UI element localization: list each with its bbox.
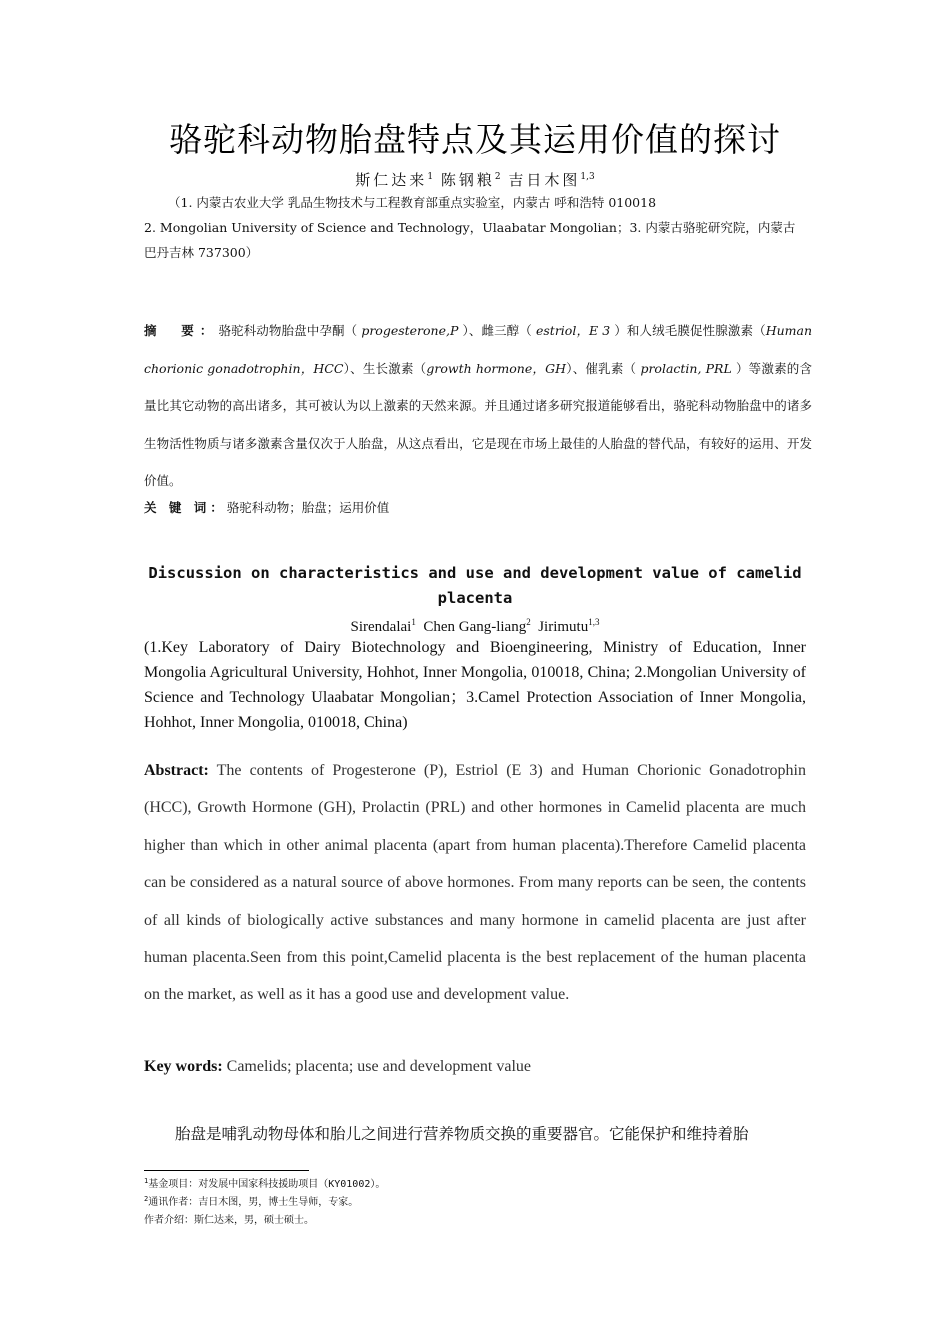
author-name: Sirendalai	[350, 619, 412, 635]
author-name: 斯仁达来	[355, 171, 428, 189]
abstract-label: Abstract:	[144, 762, 209, 779]
footnote: $^1$基金项目：对发展中国家科技援助项目（KY01002）。	[144, 1177, 386, 1190]
paper-title-english: Discussion on characteristics and use and development value of camelid placenta	[148, 564, 802, 607]
affiliation-chinese	[144, 190, 806, 265]
affiliation-english: (1.Key Laboratory of Dairy Biotechnology and Bioengineering, Ministry of Education, Inner Mongolia Agricultural University, Hohhot, Inner Mongolia, 010018, China; 2.Mongolian University of Science and Technology Ulaabatar Mongolian；3.Camel Protection Association of Inner Mongolia, Hohhot, Inner Mongolia, 010018, China)	[144, 639, 806, 731]
keywords-text: 骆驼科动物；胎盘；运用价值	[226, 500, 390, 515]
author-list-english	[0, 611, 950, 638]
abstract-text: The contents of Progesterone (P), Estriol (E 3) and Human Chorionic Gonadotrophin (HCC), Growth Hormone (GH), Prolactin (PRL) and other hormones in Camelid placenta are much higher than which in other animal placenta (apart from human placenta).Therefore Camelid placenta can be considered as a natural source of above hormones. From many reports can be seen, the contents of all kinds of biologically active substances and many hormone in camelid placenta are just after human placenta.Seen from this point,Camelid placenta is the best replacement of the human placenta on the market, as well as it has a good use and development value.	[144, 762, 806, 1004]
abstract-english	[144, 752, 806, 1014]
footnote: $^2$通讯作者：吉日木图，男，博士生导师，专家。	[144, 1195, 359, 1208]
abstract-label: 摘 要：	[144, 323, 219, 338]
author-affiliation-mark: 1	[411, 617, 416, 627]
footnote-mark: 1	[144, 1177, 149, 1185]
author-affiliation-mark: 2	[494, 172, 501, 182]
author-name: Jirimutu	[538, 619, 589, 635]
author-name: 陈钢粮	[440, 171, 495, 189]
author-name: 吉日木图	[508, 171, 581, 189]
keywords-english	[144, 1055, 531, 1079]
abstract-text: 骆驼科动物胎盘中孕酮（ progesterone,P ）、雌三醇（ estriol，E 3 ）和人绒毛膜促性腺激素（Human chorionic gonadotrophin，HCC）、生长激素（growth hormone，GH）、催乳素（ prolactin, PRL ）等激素的含量比其它动物的高出诸多，其可被认为以上激素的天然来源。并且通过诸多研究报道能够看出，骆驼科动物胎盘中的诸多生物活性物质与诸多激素含量仅次于人胎盘，从这点看出，它是现在市场上最佳的人胎盘的替代品，有较好的运用、开发价值。	[144, 323, 812, 488]
author-affiliation-mark: 1	[427, 172, 434, 182]
footnote-divider	[144, 1170, 309, 1171]
author-affiliation-mark: 1,3	[580, 172, 595, 182]
footnotes	[144, 1174, 806, 1228]
author-affiliation-mark: 1,3	[588, 617, 600, 627]
author-affiliation-mark: 2	[526, 617, 531, 627]
author-name: Chen Gang-liang	[423, 619, 527, 635]
paper-title-chinese: 骆驼科动物胎盘特点及其运用价值的探讨	[169, 120, 781, 159]
keywords-label: Key words:	[144, 1058, 223, 1075]
footnote: 作者介绍：斯仁达来，男，硕士硕士。	[144, 1215, 314, 1226]
keywords-label: 关 键 词：	[144, 500, 227, 515]
affiliation-line: （1. 内蒙古农业大学 乳品生物技术与工程教育部重点实验室，内蒙古 呼和浩特 010018	[168, 195, 657, 210]
affiliation-line: 2. Mongolian University of Science and Technology，Ulaabatar Mongolian；3. 内蒙古骆驼研究院，内蒙古 巴丹吉林 737300）	[144, 220, 796, 260]
keywords-chinese	[144, 496, 389, 520]
keywords-text: Camelids; placenta; use and development value	[226, 1058, 531, 1075]
abstract-chinese	[144, 312, 812, 500]
footnote-mark: 2	[144, 1195, 149, 1203]
author-list-chinese	[0, 166, 950, 191]
body-paragraph: 胎盘是哺乳动物母体和胎儿之间进行营养物质交换的重要器官。它能保护和维持着胎	[175, 1125, 749, 1143]
